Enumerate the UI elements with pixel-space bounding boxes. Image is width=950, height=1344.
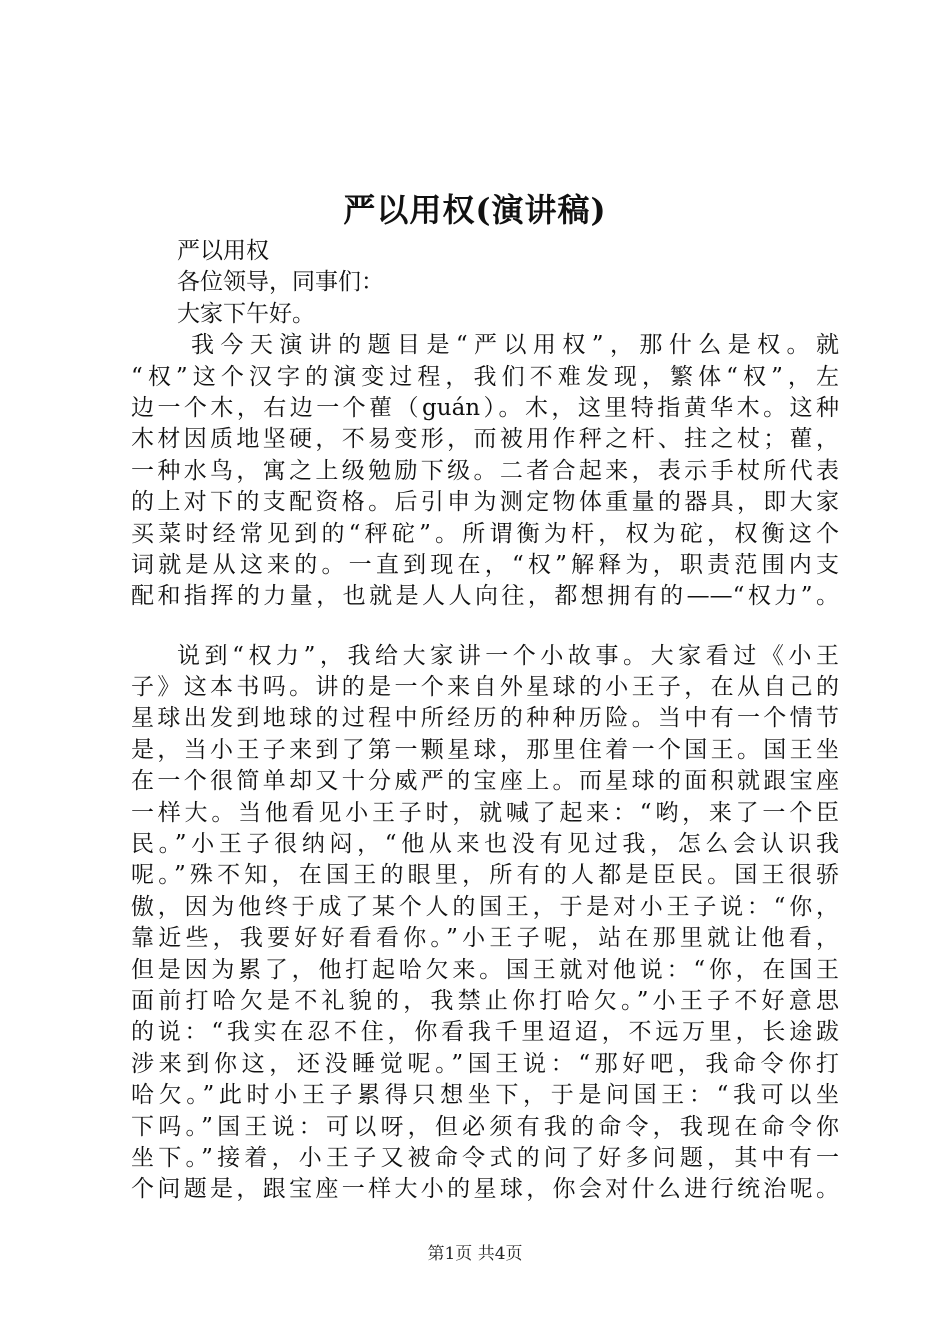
heading-line: 严以用权 (177, 238, 269, 264)
paragraph-line: 子》这本书吗。讲的是一个来自外星球的小王子，在从自己的 (131, 674, 839, 701)
paragraph-line: 星球出发到地球的过程中所经历的种种历险。当中有一个情节 (131, 705, 839, 732)
paragraph-line: “权”这个汉字的演变过程，我们不难发现，繁体“权”，左 (131, 363, 839, 390)
paragraph-1 (131, 330, 839, 613)
paragraph-line: 呢。”殊不知，在国王的眼里，所有的人都是臣民。国王很骄 (131, 862, 839, 889)
paragraph-line: 的说：“我实在忍不住，你看我千里迢迢，不远万里，长途跋 (131, 1019, 839, 1046)
paragraph-line: 是，当小王子来到了第一颗星球，那里住着一个国王。国王坐 (131, 736, 839, 763)
paragraph-line: 个问题是，跟宝座一样大小的星球，你会对什么进行统治呢。 (131, 1176, 839, 1203)
paragraph-line: 面前打哈欠是不礼貌的，我禁止你打哈欠。”小王子不好意思 (131, 987, 839, 1014)
page-footer: 第1页 共4页 (427, 1244, 523, 1264)
paragraph-line: 词就是从这来的。一直到现在，“权”解释为，职责范围内支 (131, 551, 839, 578)
paragraph-line: 配和指挥的力量，也就是人人向往，都想拥有的——“权力”。 (131, 583, 839, 610)
document-body (131, 236, 839, 1206)
paragraph-spacer (131, 613, 839, 641)
paragraph-line: 在一个很简单却又十分威严的宝座上。而星球的面积就跟宝座 (131, 768, 839, 795)
greeting-line: 各位领导，同事们： (177, 269, 384, 296)
paragraph-line: 民。”小王子很纳闷，“他从来也没有见过我，怎么会认识我 (131, 831, 839, 858)
paragraph-line: 说到“权力”，我给大家讲一个小故事。大家看过《小王 (177, 642, 839, 669)
paragraph-line: 一种水鸟，寓之上级勉励下级。二者合起来，表示手杖所代表 (131, 457, 839, 484)
paragraph-line: 但是因为累了，他打起哈欠来。国王就对他说：“你，在国王 (131, 956, 839, 983)
paragraph-line: 涉来到你这，还没睡觉呢。”国王说：“那好吧，我命令你打 (131, 1050, 839, 1077)
paragraph-line: 坐下。”接着，小王子又被命令式的问了好多问题，其中有一 (131, 1144, 839, 1171)
paragraph-line: 下吗。”国王说：可以呀，但必须有我的命令，我现在命令你 (131, 1113, 839, 1140)
paragraph-line: 木材因质地坚硬，不易变形，而被用作秤之杆、拄之杖；雚， (131, 426, 839, 453)
document-title: 严以用权(演讲稿) (343, 191, 607, 229)
paragraph-line: 我今天演讲的题目是“严以用权”，那什么是权。就 (191, 332, 839, 359)
paragraph-line: 哈欠。”此时小王子累得只想坐下，于是问国王：“我可以坐 (131, 1082, 839, 1109)
paragraph-line: 边一个木，右边一个雚（guán）。木，这里特指黄华木。这种 (131, 394, 839, 421)
paragraph-2 (131, 641, 839, 1206)
paragraph-line: 靠近些，我要好好看看你。”小王子呢，站在那里就让他看， (131, 925, 839, 952)
paragraph-line: 一样大。当他看见小王子时，就喊了起来：“哟，来了一个臣 (131, 799, 839, 826)
paragraph-line: 傲，因为他终于成了某个人的国王，于是对小王子说：“你， (131, 893, 839, 920)
salutation-line: 大家下午好。 (177, 300, 315, 327)
paragraph-line: 的上对下的支配资格。后引申为测定物体重量的器具，即大家 (131, 489, 839, 516)
paragraph-line: 买菜时经常见到的“秤砣”。所谓衡为杆，权为砣，权衡这个 (131, 520, 839, 547)
